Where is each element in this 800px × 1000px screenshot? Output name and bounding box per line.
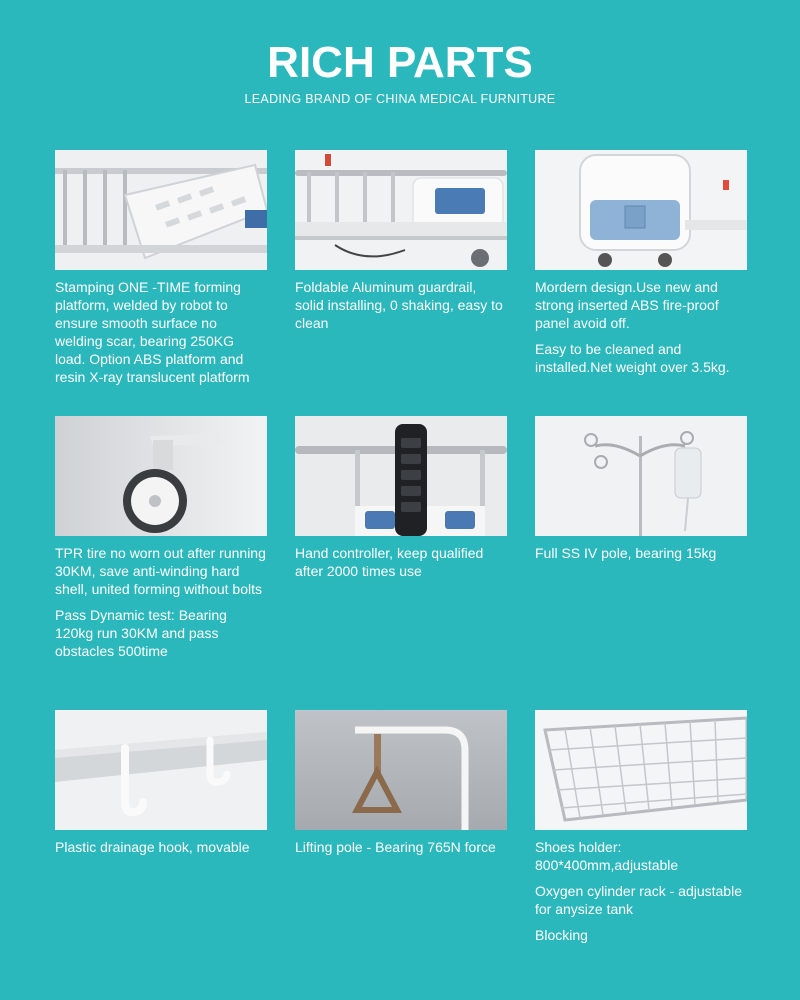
feature-text: Blocking: [535, 927, 588, 943]
abs-panel-photo: [535, 150, 747, 270]
shoes-holder-photo: [535, 710, 747, 830]
feature-text: Hand controller, keep qualified after 2000 times use: [295, 545, 484, 579]
feature-text: Easy to be cleaned and installed.Net weight over 3.5kg.: [535, 341, 730, 375]
feature-text: TPR tire no worn out after running 30KM, save anti-winding hard shell, united forming without bolts: [55, 545, 266, 597]
caster-wheel-photo: [55, 416, 267, 536]
feature-description: [295, 278, 507, 332]
feature-description: [55, 278, 267, 386]
feature-description: [55, 838, 267, 856]
feature-card-caster: [55, 416, 267, 668]
feature-description: [535, 278, 747, 376]
feature-card-hook: [55, 710, 267, 864]
page-title: RICH PARTS: [267, 38, 533, 87]
feature-text: Oxygen cylinder rack - adjustable for anysize tank: [535, 883, 742, 917]
feature-card-abs-panel: [535, 150, 747, 384]
drainage-hook-photo: [55, 710, 267, 830]
page-subtitle: LEADING BRAND OF CHINA MEDICAL FURNITURE: [244, 92, 556, 106]
feature-text: Shoes holder: 800*400mm,adjustable: [535, 839, 679, 873]
feature-description: [535, 544, 747, 562]
feature-text: Stamping ONE -TIME forming platform, welded by robot to ensure smooth surface no welding scar, bearing 250KG load. Option ABS platform and resin X-ray translucent platform: [55, 279, 250, 385]
feature-text: Pass Dynamic test: Bearing 120kg run 30KM and pass obstacles 500time: [55, 607, 227, 659]
hand-controller-photo: [295, 416, 507, 536]
iv-pole-photo: [535, 416, 747, 536]
feature-description: [295, 544, 507, 580]
bed-platform-photo: [55, 150, 267, 270]
feature-description: [295, 838, 507, 856]
feature-card-iv-pole: [535, 416, 747, 570]
feature-card-shoes-holder: [535, 710, 747, 952]
feature-text: Full SS IV pole, bearing 15kg: [535, 545, 717, 561]
feature-card-platform: [55, 150, 267, 394]
feature-card-lifting-pole: [295, 710, 507, 864]
feature-card-controller: [295, 416, 507, 588]
feature-card-guardrail: [295, 150, 507, 340]
guardrail-photo: [295, 150, 507, 270]
feature-text: Plastic drainage hook, movable: [55, 839, 250, 855]
lifting-pole-photo: [295, 710, 507, 830]
feature-text: Foldable Aluminum guardrail, solid installing, 0 shaking, easy to clean: [295, 279, 503, 331]
feature-text: Lifting pole - Bearing 765N force: [295, 839, 496, 855]
feature-text: Mordern design.Use new and strong inserted ABS fire-proof panel avoid off.: [535, 279, 719, 331]
feature-description: [55, 544, 267, 660]
feature-description: [535, 838, 747, 944]
